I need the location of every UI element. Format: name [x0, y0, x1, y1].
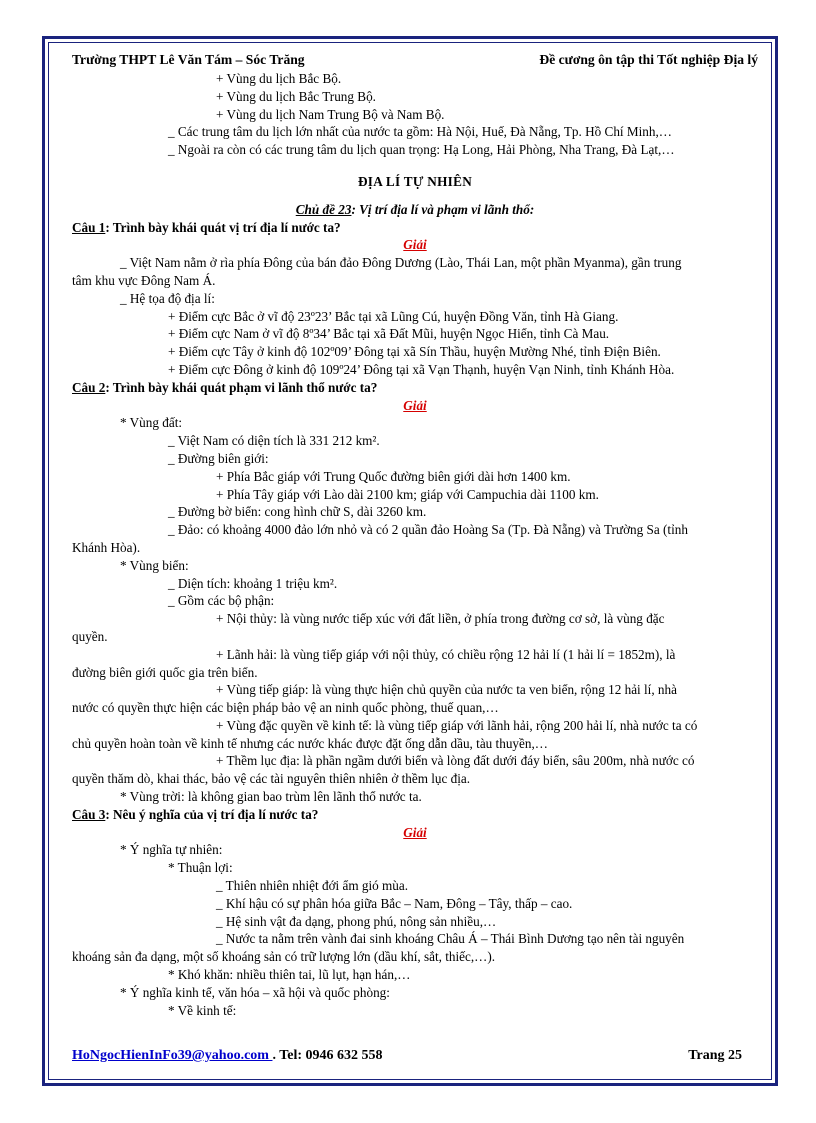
- answer-line: đường biên giới quốc gia trên biển.: [72, 664, 258, 680]
- topic-label: Chủ đề 23: [295, 201, 352, 217]
- answer-label: Giải: [403, 397, 427, 413]
- answer-line: * Vùng biển:: [120, 557, 189, 573]
- topic-heading: [72, 201, 758, 219]
- answer-line: _ Khí hậu có sự phân hóa giữa Bắc – Nam, Đông – Tây, thấp – cao.: [216, 895, 573, 911]
- header-doc-title: Đề cương ôn tập thi Tốt nghiệp Địa lý: [539, 52, 758, 67]
- intro-line: + Vùng du lịch Bắc Bộ.: [216, 71, 342, 86]
- answer-line: Khánh Hòa).: [72, 539, 141, 555]
- answer-line: + Vùng tiếp giáp: là vùng thực hiện chủ quyền của nước ta ven biển, rộng 12 hải lí, nhà: [216, 682, 677, 698]
- answer-line: * Vùng trời: là không gian bao trùm lên lãnh thổ nước ta.: [120, 789, 422, 805]
- answer-line: * Thuận lợi:: [168, 860, 233, 876]
- question-label: Câu 2: [72, 379, 106, 395]
- answer-line: _ Hệ sinh vật đa dạng, phong phú, nông sản nhiều,…: [216, 913, 497, 929]
- answer-line: _ Việt Nam có diện tích là 331 212 km².: [168, 433, 380, 449]
- answer-line: + Lãnh hải: là vùng tiếp giáp với nội thủy, có chiều rộng 12 hải lí (1 hải lí = 1852m), là: [216, 646, 676, 662]
- answer-line: + Nội thủy: là vùng nước tiếp xúc với đất liền, ở phía trong đường cơ sở, là vùng đặc: [216, 611, 665, 627]
- question-text: : Trình bày khái quát vị trí địa lí nước ta?: [105, 219, 341, 235]
- answer-line: + Phía Bắc giáp với Trung Quốc đường biên giới dài hơn 1400 km.: [216, 468, 571, 484]
- answer-line: + Điểm cực Nam ở vĩ độ 8º34’ Bắc tại xã Đất Mũi, huyện Ngọc Hiển, tỉnh Cà Mau.: [168, 326, 610, 342]
- answer-line: _ Thiên nhiên nhiệt đới ẩm gió mùa.: [216, 878, 409, 894]
- answer-line: _ Nước ta nằm trên vành đai sinh khoáng Châu Á – Thái Bình Dương tạo nên tài nguyên: [216, 931, 685, 947]
- section-title: ĐỊA LÍ TỰ NHIÊN: [357, 173, 473, 189]
- intro-line: _ Các trung tâm du lịch lớn nhất của nước ta gồm: Hà Nội, Huế, Đà Nẵng, Tp. Hồ Chí Minh,…: [168, 124, 672, 140]
- question-2: [72, 379, 758, 397]
- page-footer: [72, 1048, 742, 1064]
- topic-text: : Vị trí địa lí và phạm vi lãnh thổ:: [351, 201, 535, 217]
- answer-line: * Về kinh tế:: [168, 1002, 237, 1018]
- question-3: [72, 806, 758, 824]
- answer-line: + Điểm cực Đông ở kinh độ 109º24’ Đông tại xã Vạn Thạnh, huyện Vạn Ninh, tỉnh Khánh Hòa.: [168, 361, 675, 377]
- answer-line: + Điểm cực Tây ở kinh độ 102º09’ Đông tại xã Sín Thầu, huyện Mường Nhé, tỉnh Điện Biên.: [168, 344, 661, 360]
- footer-contact: [72, 1048, 383, 1064]
- header-school: Trường THPT Lê Văn Tám – Sóc Trăng: [72, 52, 305, 67]
- question-1: [72, 219, 758, 237]
- page-header: [72, 52, 758, 70]
- question-label: Câu 3: [72, 806, 106, 822]
- answer-label: Giải: [403, 237, 427, 253]
- email-link[interactable]: HoNgocHienInFo39@yahoo.com: [72, 1048, 273, 1063]
- answer-line: _ Đường bờ biển: cong hình chữ S, dài 3260 km.: [168, 504, 427, 520]
- footer-phone: . Tel: 0946 632 558: [272, 1048, 383, 1063]
- answer-line: + Vùng đặc quyền về kinh tế: là vùng tiếp giáp với lãnh hải, rộng 200 hải lí, nhà nước ta có: [216, 717, 698, 733]
- answer-line: * Khó khăn: nhiều thiên tai, lũ lụt, hạn hán,…: [168, 967, 411, 983]
- answer-line: * Vùng đất:: [120, 415, 183, 431]
- answer-line: + Điểm cực Bắc ở vĩ độ 23º23’ Bắc tại xã Lũng Cú, huyện Đồng Văn, tỉnh Hà Giang.: [168, 308, 619, 324]
- question-label: Câu 1: [72, 219, 106, 235]
- intro-line: + Vùng du lịch Bắc Trung Bộ.: [216, 88, 376, 104]
- answer-line: + Phía Tây giáp với Lào dài 2100 km; giáp với Campuchia dài 1100 km.: [216, 486, 599, 502]
- intro-line: + Vùng du lịch Nam Trung Bộ và Nam Bộ.: [216, 106, 445, 122]
- answer-line: quyền thăm dò, khai thác, bảo vệ các tài nguyên thiên nhiên ở thềm lục địa.: [72, 771, 471, 787]
- answer-line: _ Gồm các bộ phận:: [168, 593, 275, 609]
- answer-line: * Ý nghĩa tự nhiên:: [120, 842, 223, 858]
- answer-line: * Ý nghĩa kinh tế, văn hóa – xã hội và quốc phòng:: [120, 984, 390, 1000]
- answer-line: _ Đảo: có khoảng 4000 đảo lớn nhỏ và có 2 quần đảo Hoàng Sa (Tp. Đà Nẵng) và Trường Sa (tỉnh: [168, 522, 688, 538]
- answer-line: _ Đường biên giới:: [168, 450, 269, 466]
- answer-line: quyền.: [72, 628, 108, 644]
- answer-label: Giải: [403, 824, 427, 840]
- answer-line: chủ quyền hoàn toàn về kinh tế nhưng các nước khác được đặt ống dẫn dầu, tàu thuyền,…: [72, 735, 548, 751]
- answer-line: nước có quyền thực hiện các biện pháp bảo vệ an ninh quốc phòng, thuế quan,…: [72, 700, 499, 716]
- answer-line: + Thềm lục địa: là phần ngầm dưới biển và lòng đất dưới đáy biển, sâu 200m, nhà nước có: [216, 753, 695, 769]
- answer-line: _ Việt Nam nằm ở rìa phía Đông của bán đảo Đông Dương (Lào, Thái Lan, một phần Myanma), gần trung: [120, 255, 682, 271]
- document-body: [72, 52, 758, 1019]
- question-text: : Nêu ý nghĩa của vị trí địa lí nước ta?: [105, 806, 319, 822]
- answer-line: _ Hệ tọa độ địa lí:: [120, 290, 215, 306]
- question-text: : Trình bày khái quát phạm vi lãnh thổ nước ta?: [105, 379, 378, 395]
- page-number: Trang 25: [688, 1048, 742, 1063]
- intro-line: _ Ngoài ra còn có các trung tâm du lịch quan trọng: Hạ Long, Hải Phòng, Nha Trang, Đà Lạt,…: [168, 142, 675, 158]
- answer-line: _ Diện tích: khoảng 1 triệu km².: [168, 575, 338, 591]
- answer-line: khoáng sản đa dạng, một số khoáng sản có trữ lượng lớn (dầu khí, sắt, thiếc,…).: [72, 949, 496, 965]
- answer-line: tâm khu vực Đông Nam Á.: [72, 272, 216, 288]
